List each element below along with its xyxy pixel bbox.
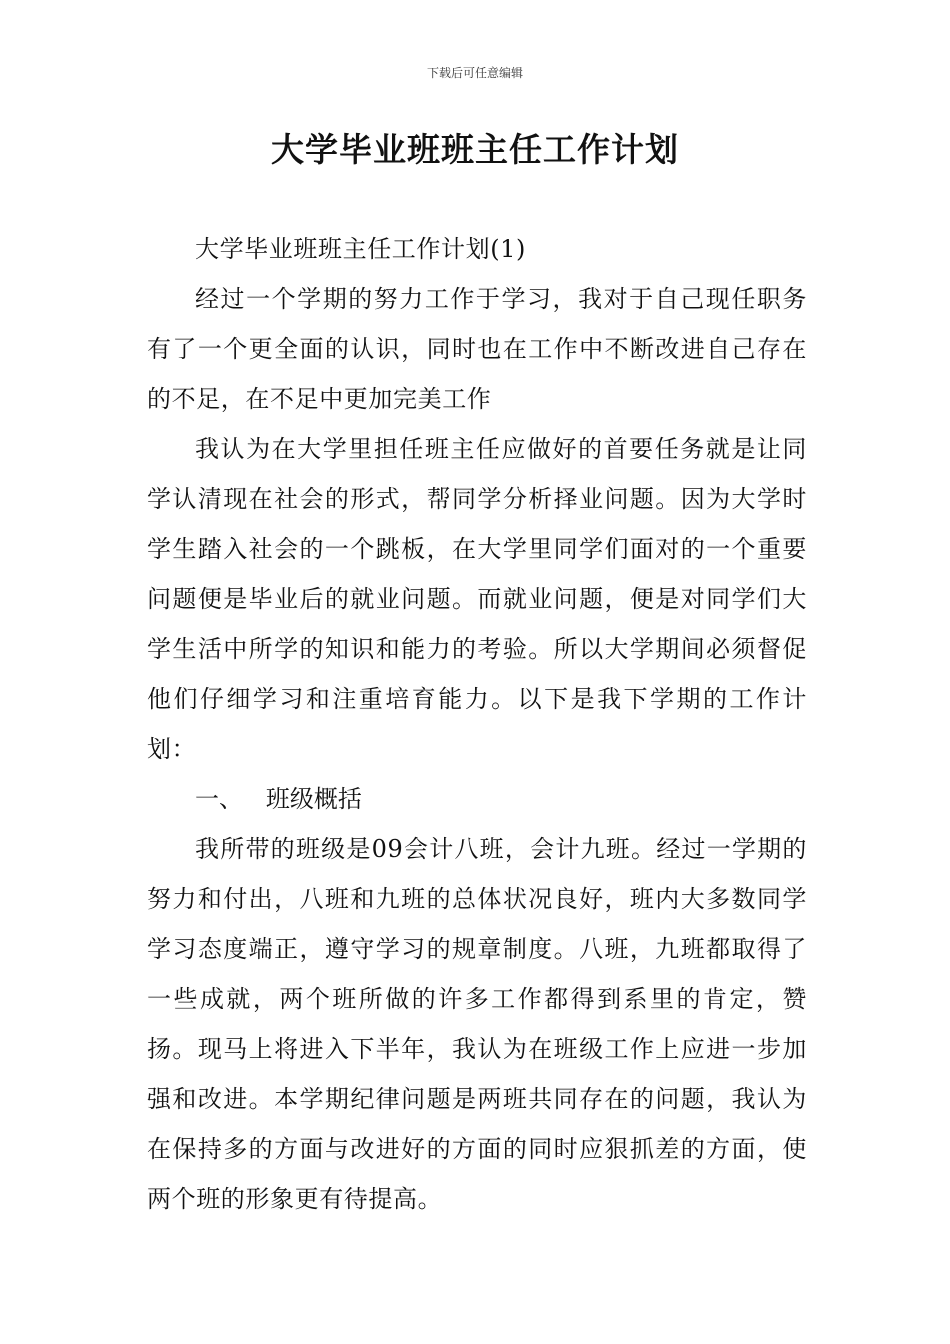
header-note: 下载后可任意编辑 [426, 66, 523, 80]
paragraph-class-overview: 我所带的班级是09会计八班，会计九班。经过一学期的努力和付出，八班和九班的总体状况良好，班内大多数同学学习态度端正，遵守学习的规章制度。八班，九班都取得了一些成就，两个班所做的许多工作都得到系里的肯定，赞扬。现马上将进入下半年，我认为在班级工作上应进一步加强和改进。本学期纪律问题是两班共同存在的问题，我认为在保持多的方面与改进好的方面的同时应狠抓差的方面，使两个班的形象更有待提高。 [147, 835, 807, 1213]
paragraph-duties: 我认为在大学里担任班主任应做好的首要任务就是让同学认清现在社会的形式，帮同学分析择业问题。因为大学时学生踏入社会的一个跳板，在大学里同学们面对的一个重要问题便是毕业后的就业问题。而就业问题，便是对同学们大学生活中所学的知识和能力的考验。所以大学期间必须督促他们仔细学习和注重培育能力。以下是我下学期的工作计划： [147, 435, 807, 763]
section-number: 一、 [195, 785, 243, 813]
document-body [147, 224, 807, 1224]
document-title: 大学毕业班班主任工作计划 [271, 130, 679, 169]
section-title: 班级概括 [265, 785, 362, 813]
paragraph-intro: 经过一个学期的努力工作于学习，我对于自己现任职务有了一个更全面的认识，同时也在工作中不断改进自己存在的不足，在不足中更加完美工作 [147, 285, 807, 413]
section-heading [147, 774, 807, 824]
subtitle-line: 大学毕业班班主任工作计划(1) [195, 235, 526, 263]
